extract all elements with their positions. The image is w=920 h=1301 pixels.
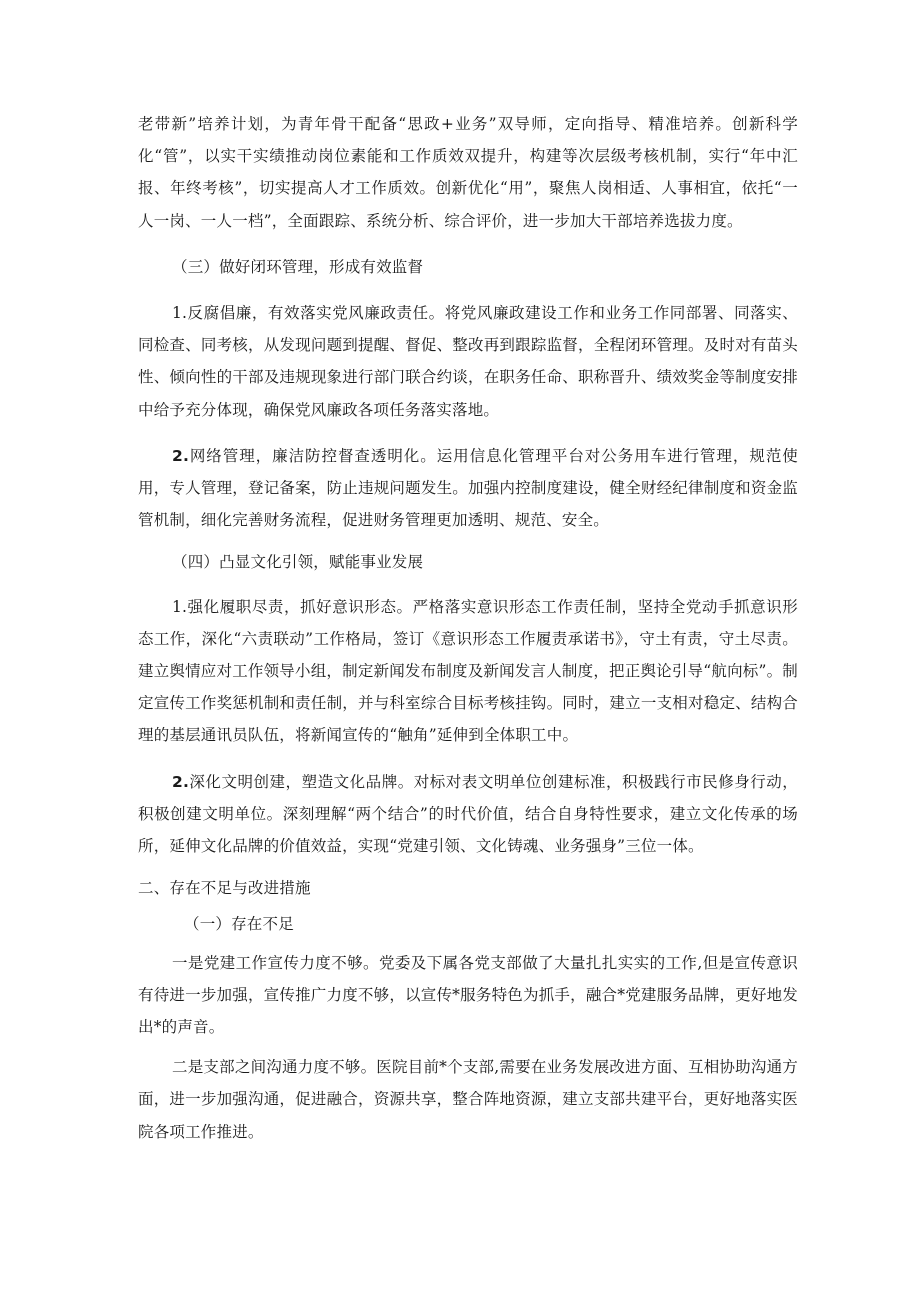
paragraph-intro: 老带新”培养计划，为青年骨干配备“思政+业务”双导师，定向指导、精准培养。创新科学化“管”，以实干实绩推动岗位素能和工作质效双提升，构建等次层级考核机制，实行“年中汇报、年终考核”，切实提高人才工作质效。创新优化“用”，聚焦人岗相适、人事相宜，依托“一人一岗、一人一档”，全面跟踪、系统分析、综合评价，进一步加大干部培养选拔力度。 — [138, 115, 798, 230]
heading-part-2: 二、存在不足与改进措施 — [138, 879, 311, 898]
paragraph-shortcoming-1: 一是党建工作宣传力度不够。党委及下属各党支部做了大量扎扎实实的工作,但是宣传意识有待进一步加强，宣传推广力度不够，以宣传*服务特色为抓手，融合*党建服务品牌，更好地发出*的声音。 — [138, 953, 798, 1037]
heading-shortcomings: （一）存在不足 — [184, 915, 294, 934]
paragraph-4-1: 1.强化履职尽责，抓好意识形态。严格落实意识形态工作责任制，坚持全党动手抓意识形态工作，深化“六责联动”工作格局，签订《意识形态工作履责承诺书》，守土有责，守土尽责。建立舆情应对工作领导小组，制定新闻发布制度及新闻发言人制度，把正舆论引导“航向标”。制定宣传工作奖惩机制和责任制，并与科室综合目标考核挂钩。同时，建立一支相对稳定、结构合理的基层通讯员队伍，将新闻宣传的“触角”延伸到全体职工中。 — [138, 597, 798, 745]
paragraph-3-2 — [138, 440, 798, 537]
paragraph-3-1: 1.反腐倡廉，有效落实党风廉政责任。将党风廉政建设工作和业务工作同部署、同落实、同检查、同考核，从发现问题到提醒、督促、整改再到跟踪监督，全程闭环管理。及时对有苗头性、倾向性的干部及违规现象进行部门联合约谈，在职务任命、职称晋升、绩效奖金等制度安排中给予充分体现，确保党风廉政各项任务落实落地。 — [138, 304, 798, 419]
paragraph-4-2-text: 深化文明创建，塑造文化品牌。对标对表文明单位创建标准，积极践行市民修身行动，积极创建文明单位。深刻理解“两个结合”的时代价值，结合自身特性要求，建立文化传承的场所，延伸文化品牌的价值效益，实现“党建引领、文化铸魂、业务强身”三位一体。 — [138, 772, 798, 856]
paragraph-shortcoming-2: 二是支部之间沟通力度不够。医院目前*个支部,需要在业务发展改进方面、互相协助沟通方面，进一步加强沟通，促进融合，资源共享，整合阵地资源，建立支部共建平台，更好地落实医院各项工作推进。 — [138, 1058, 798, 1141]
heading-section-3: （三）做好闭环管理，形成有效监督 — [172, 257, 424, 276]
paragraph-3-2-number: 2. — [172, 446, 190, 465]
paragraph-4-2 — [138, 766, 798, 863]
heading-section-4: （四）凸显文化引领，赋能事业发展 — [172, 553, 424, 572]
document-body — [138, 108, 798, 1148]
paragraph-4-2-number: 2. — [172, 772, 190, 791]
paragraph-3-2-text: 网络管理，廉洁防控督查透明化。运用信息化管理平台对公务用车进行管理，规范使用，专人管理，登记备案，防止违规问题发生。加强内控制度建设，健全财经纪律制度和资金监管机制，细化完善财务流程，促进财务管理更加透明、规范、安全。 — [138, 446, 798, 530]
